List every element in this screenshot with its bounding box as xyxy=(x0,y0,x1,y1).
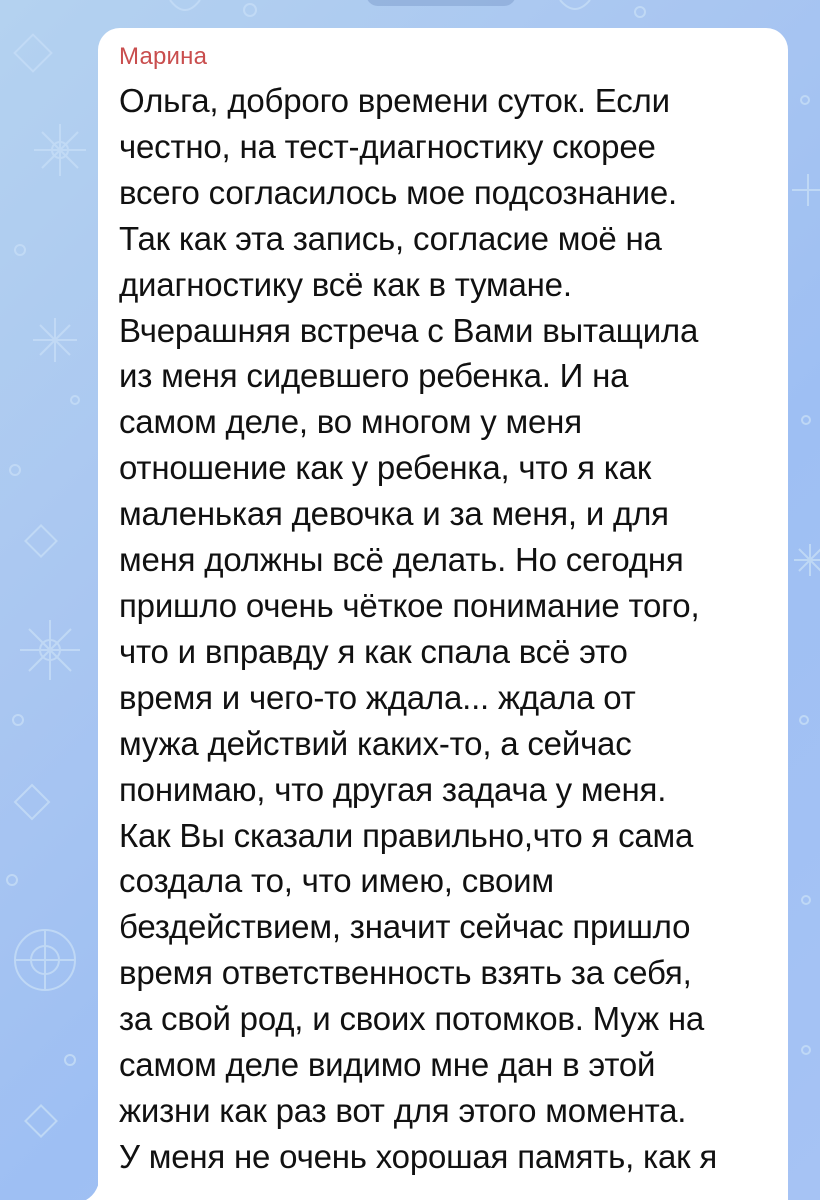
message-line: мужа действий каких-то, а сейчас xyxy=(119,724,632,762)
message-line: жизни как раз вот для этого момента. xyxy=(119,1091,687,1129)
message-text xyxy=(119,78,768,1180)
message-line: время и чего-то ждала... ждала от xyxy=(119,678,636,716)
date-pill xyxy=(366,0,516,6)
snowflake-doodle-icon xyxy=(20,620,80,680)
message-line: пришло очень чёткое понимание того, xyxy=(119,586,700,624)
snowflake-doodle-icon xyxy=(33,318,77,362)
message-line: из меня сидевшего ребенка. И на xyxy=(119,357,629,395)
message-line: понимаю, что другая задача у меня. xyxy=(119,770,667,808)
message-bubble[interactable] xyxy=(98,28,788,1200)
message-line: Как Вы сказали правильно,что я сама xyxy=(119,816,694,854)
message-line: создала то, что имею, своим xyxy=(119,862,554,900)
message-line: всего согласилось мое подсознание. xyxy=(119,173,678,211)
message-line: Вчерашняя встреча с Вами вытащила xyxy=(119,311,699,349)
message-line: отношение как у ребенка, что я как xyxy=(119,449,652,487)
message-line: меня должны всё делать. Но сегодня xyxy=(119,541,684,579)
snowflake-doodle-icon xyxy=(792,174,820,206)
message-line: время ответственность взять за себя, xyxy=(119,954,692,992)
sender-name[interactable]: Марина xyxy=(119,43,208,70)
message-line: что и вправду я как спала всё это xyxy=(119,632,628,670)
snowflake-doodle-icon xyxy=(15,930,75,990)
message-line: Так как эта запись, согласие моё на xyxy=(119,219,662,257)
message-line: Ольга, доброго времени суток. Если xyxy=(119,82,670,119)
message-line: маленькая девочка и за меня, и для xyxy=(119,495,669,533)
message-line: за свой род, и своих потомков. Муж на xyxy=(119,1000,705,1038)
message-line: самом деле, во многом у меня xyxy=(119,403,582,441)
message-line: У меня не очень хорошая память, как я xyxy=(119,1137,718,1175)
snowflake-doodle-icon xyxy=(34,124,86,176)
message-line: самом деле видимо мне дан в этой xyxy=(119,1046,656,1084)
message-line: бездействием, значит сейчас пришло xyxy=(119,908,691,946)
message-line: диагностику всё как в тумане. xyxy=(119,265,572,303)
snowflake-doodle-icon xyxy=(794,544,820,576)
message-line: честно, на тест-диагностику скорее xyxy=(119,127,656,165)
